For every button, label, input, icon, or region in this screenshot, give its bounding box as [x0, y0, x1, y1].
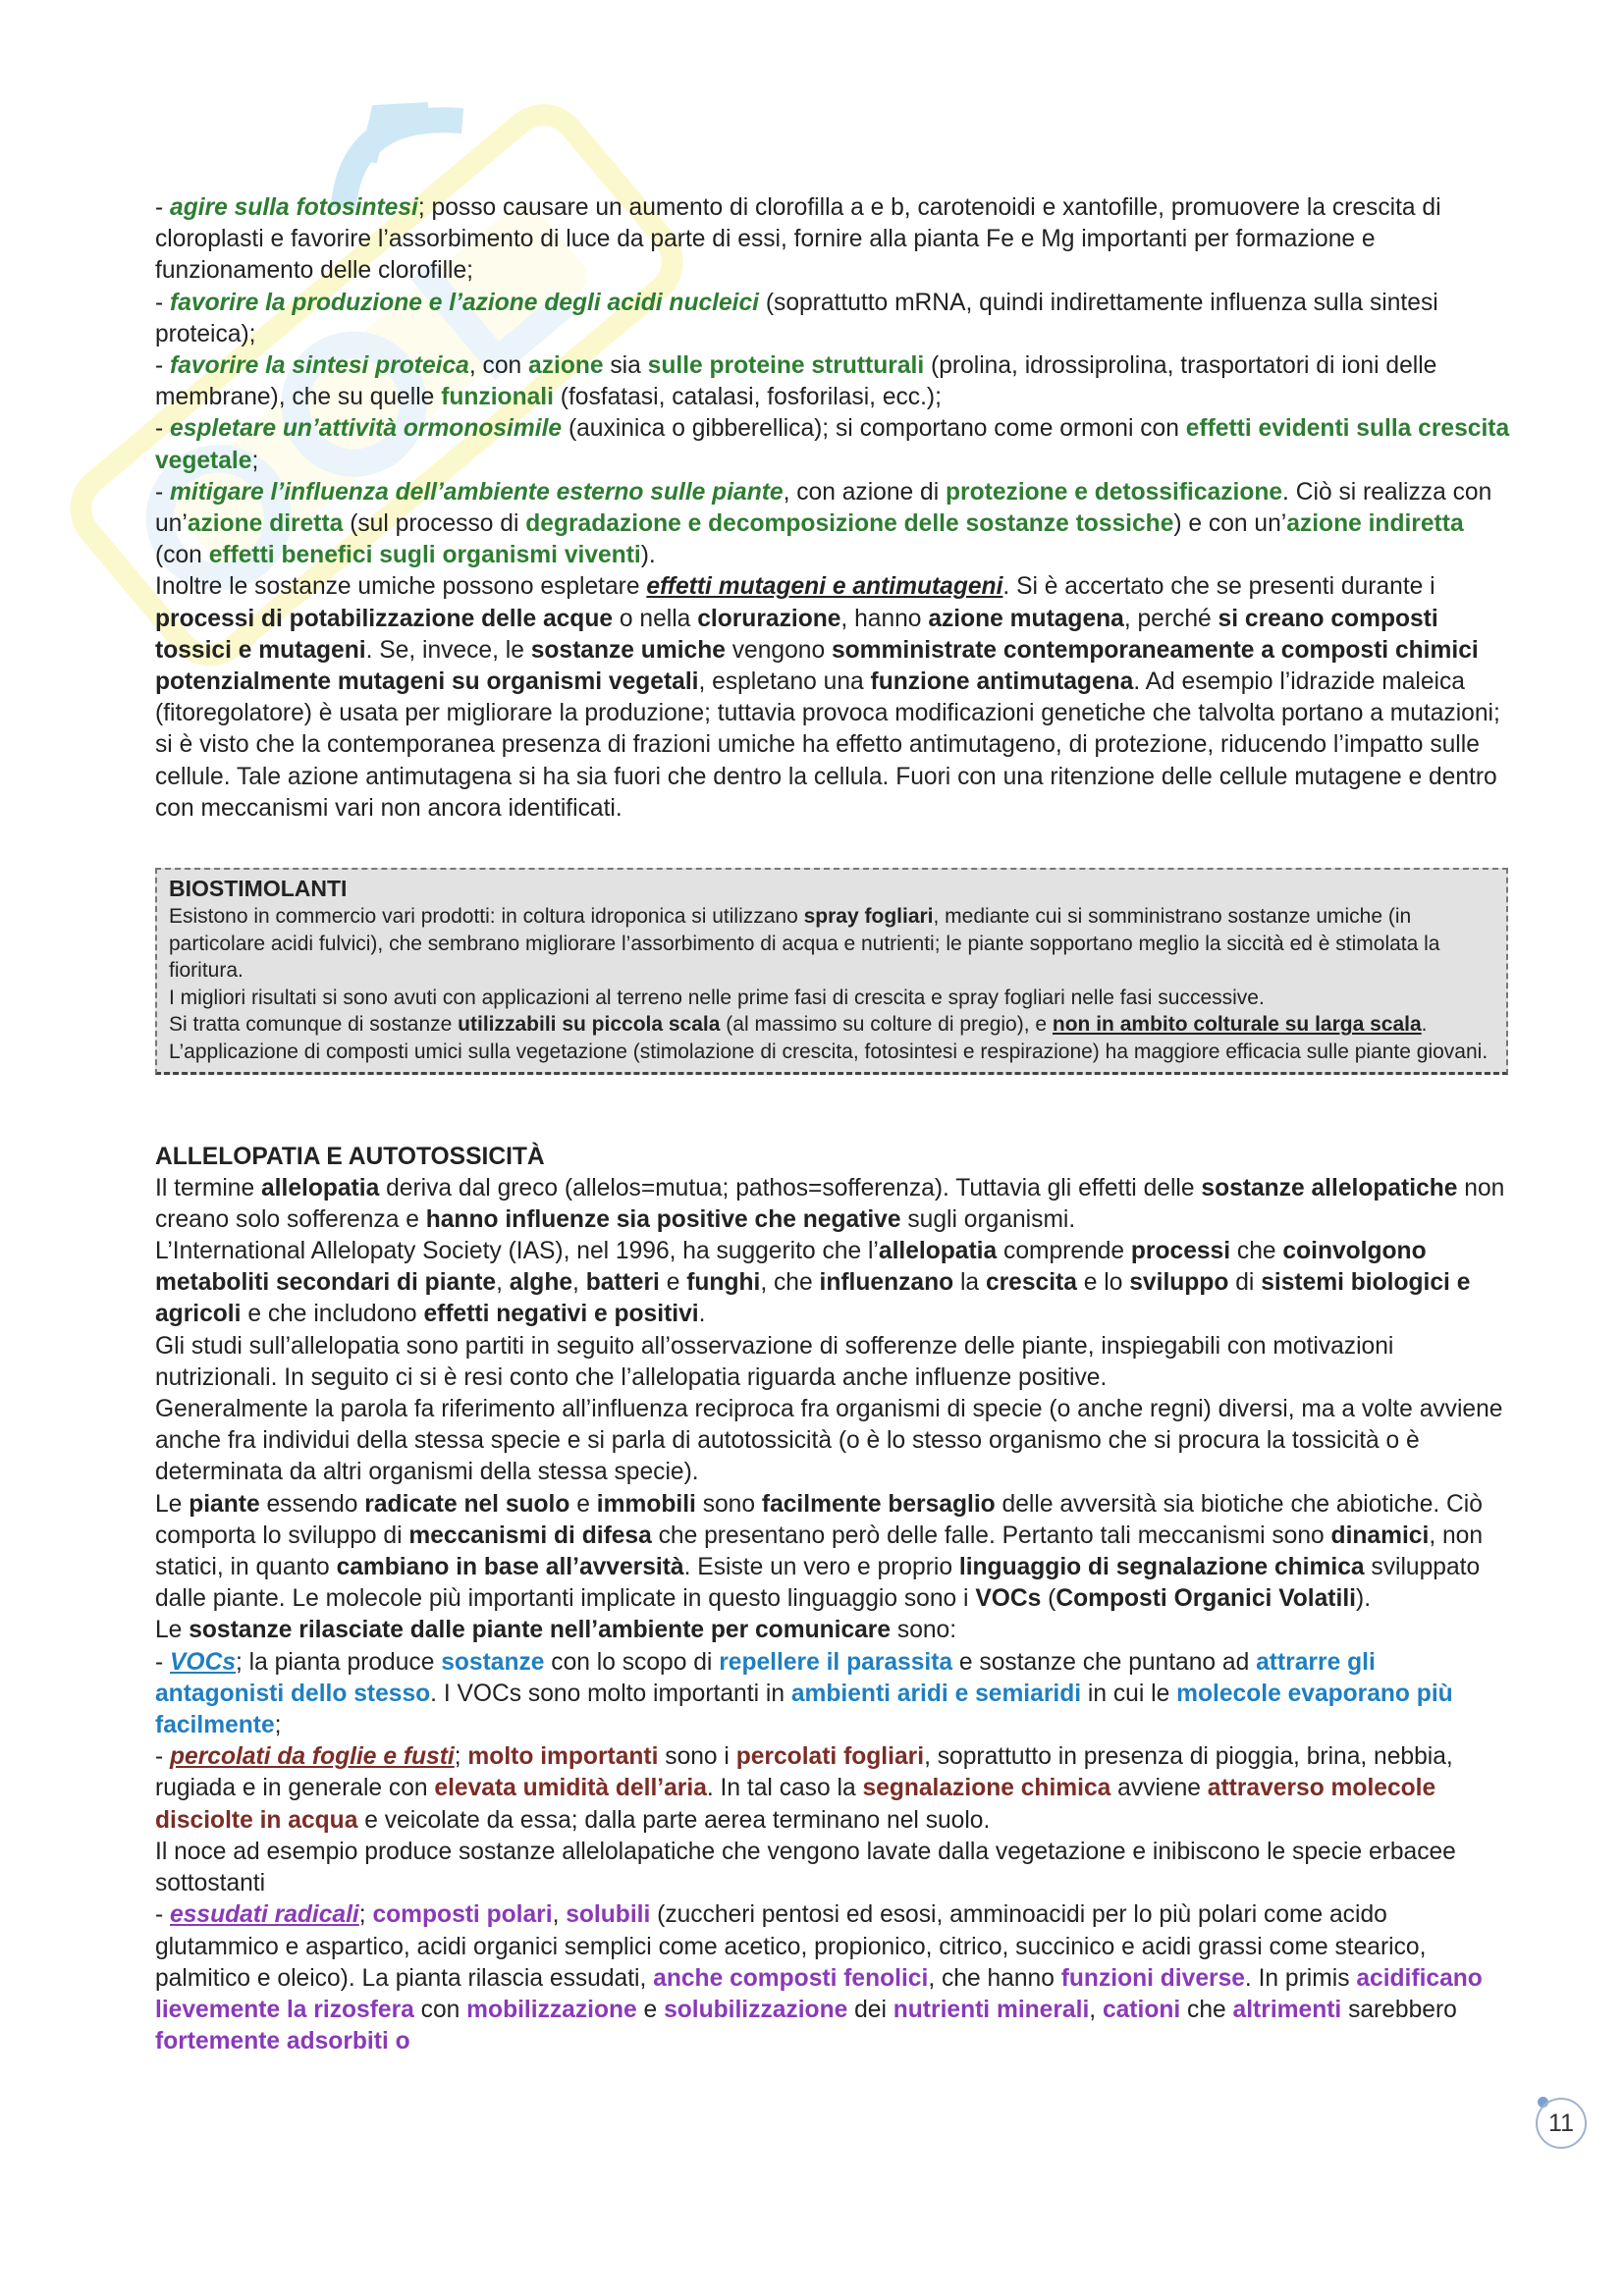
bullet-fotosintesi: - agire sulla fotosintesi; posso causare un aumento di clorofilla a e b, carotenoidi e xantofille, promuovere la crescita di cloroplasti e favorire l’assorbimento di luce da parte di essi, fornire alla pianta Fe e Mg importanti per formazione e funzionamento delle clorofille;: [155, 194, 1441, 285]
paragraph-ias: L’International Allelopaty Society (IAS), nel 1996, ha suggerito che l’allelopatia comprende processi che coinvolgono metaboliti secondari di piante, alghe, batteri e funghi, che influenzano la crescita e lo sviluppo di sistemi biologici e agricoli e che includono effetti negativi e positivi.: [155, 1238, 1471, 1328]
page-content: [155, 192, 1510, 2057]
bullet-sintesi-proteica: - favorire la sintesi proteica, con azione sia sulle proteine strutturali (prolina, idrossiprolina, trasportatori di ioni delle membrane), che su quelle funzionali (fosfatasi, catalasi, fosforilasi, ecc.);: [155, 352, 1437, 411]
paragraph-studi: Gli studi sull’allelopatia sono partiti in seguito all’osservazione di sofferenze delle piante, inspiegabili con motivazioni nutrizionali. In seguito ci si è resi conto che l’allelopatia riguarda anche influenze positive.: [155, 1332, 1394, 1391]
bullet-essudati: - essudati radicali; composti polari, solubili (zuccheri pentosi ed esosi, amminoacidi per lo più polari come acido glutammico e aspartico, acidi organici semplici come acetico, propionico, citrico, succinico e acidi grassi come stearico, palmitico e oleico). La pianta rilascia essudati, anche composti fenolici, che hanno funzioni diverse. In primis acidificano lievemente la rizosfera con mobilizzazione e solubilizzazione dei nutrienti minerali, cationi che altrimenti sarebbero fortemente adsorbiti o: [155, 1901, 1483, 2056]
bullet-vocs: - VOCs; la pianta produce sostanze con lo scopo di repellere il parassita e sostanze che puntano ad attrarre gli antagonisti dello stesso. I VOCs sono molto importanti in ambienti aridi e semiaridi in cui le molecole evaporano più facilmente;: [155, 1648, 1453, 1739]
box-title: BIOSTIMOLANTI: [169, 876, 348, 902]
bullet-ormonosimile: - espletare un’attività ormonosimile (auxinica o gibberellica); si comportano come ormoni con effetti evidenti sulla crescita vegetale;: [155, 415, 1510, 474]
box-paragraph: Si tratta comunque di sostanze utilizzabili su piccola scala (al massimo su colture di pregio), e non in ambito colturale su larga scala. L’applicazione di composti umici sulla vegetazione (stimolazione di crescita, fotosintesi e respirazione) ha maggiore efficacia sulle piante giovani.: [169, 1013, 1489, 1064]
bullet-acidi-nucleici: - favorire la produzione e l’azione degli acidi nucleici (soprattutto mRNA, quindi indirettamente influenza sulla sintesi proteica);: [155, 289, 1438, 347]
biostimolanti-box: [155, 868, 1508, 1075]
page-number: 11: [1536, 2098, 1587, 2149]
section-title: ALLELOPATIA E AUTOTOSSICITÀ: [155, 1143, 545, 1170]
box-paragraph: I migliori risultati si sono avuti con applicazioni al terreno nelle prime fasi di crescita e spray fogliari nelle fasi successive.: [169, 986, 1265, 1009]
paragraph-sostanze-rilasciate: Le sostanze rilasciate dalle piante nell’ambiente per comunicare sono:: [155, 1617, 957, 1644]
paragraph-mutageni: Inoltre le sostanze umiche possono espletare effetti mutageni e antimutageni. Si è accertato che se presenti durante i processi di potabilizzazione delle acque o nella clorurazione, hanno azione mutagena, perché si creano composti tossici e mutageni. Se, invece, le sostanze umiche vengono somministrate contemporaneamente a composti chimici potenzialmente mutageni su organismi vegetali, espletano una funzione antimutagena. Ad esempio l’idrazide maleica (fitoregolatore) è usata per migliorare la produzione; tuttavia provoca modificazioni genetiche che talvolta portano a mutazioni; si è visto che la contemporanea presenza di frazioni umiche ha effetto antimutageno, di protezione, riducendo l’impatto sulle cellule. Tale azione antimutagena si ha sia fuori che dentro la cellula. Fuori con una ritenzione delle cellule mutagene e dentro con meccanismi vari non ancora identificati.: [155, 573, 1500, 822]
box-paragraph: Esistono in commercio vari prodotti: in coltura idroponica si utilizzano spray fogliari, mediante cui si somministrano sostanze umiche (in particolare acidi fulvici), che sembrano migliorare l’assorbimento di acqua e nutrienti; le piante sopportano meglio la siccità ed è stimolata la fioritura.: [169, 905, 1440, 983]
paragraph-piante: Le piante essendo radicate nel suolo e immobili sono facilmente bersaglio delle avversità sia biotiche che abiotiche. Ciò comporta lo sviluppo di meccanismi di difesa che presentano però delle falle. Pertanto tali meccanismi sono dinamici, non statici, in quanto cambiano in base all’avversità. Esiste un vero e proprio linguaggio di segnalazione chimica sviluppato dalle piante. Le molecole più importanti implicate in questo linguaggio sono i VOCs (Composti Organici Volatili).: [155, 1490, 1484, 1613]
paragraph-generalmente: Generalmente la parola fa riferimento all’influenza reciproca fra organismi di specie (o anche regni) diversi, ma a volte avviene anche fra individui della stessa specie e si parla di autotossicità (o è lo stesso organismo che si procura la tossicità o è determinata da altri organismi della stessa specie).: [155, 1396, 1503, 1486]
bullet-percolati: - percolati da foglie e fusti; molto importanti sono i percolati fogliari, soprattutto in presenza di pioggia, brina, nebbia, rugiada e in generale con elevata umidità dell’aria. In tal caso la segnalazione chimica avviene attraverso molecole disciolte in acqua e veicolate da essa; dalla parte aerea terminano nel suolo.: [155, 1743, 1453, 1834]
bullet-mitigare: - mitigare l’influenza dell’ambiente esterno sulle piante, con azione di protezione e detossificazione. Ciò si realizza con un’azione diretta (sul processo di degradazione e decomposizione delle sostanze tossiche) e con un’azione indiretta (con effetti benefici sugli organismi viventi).: [155, 478, 1492, 569]
paragraph-noce: Il noce ad esempio produce sostanze allelolapatiche che vengono lavate dalla vegetazione e inibiscono le specie erbacee sottostanti: [155, 1838, 1456, 1897]
paragraph-termine: Il termine allelopatia deriva dal greco (allelos=mutua; pathos=sofferenza). Tuttavia gli effetti delle sostanze allelopatiche non creano solo sofferenza e hanno influenze sia positive che negative sugli organismi.: [155, 1174, 1505, 1233]
